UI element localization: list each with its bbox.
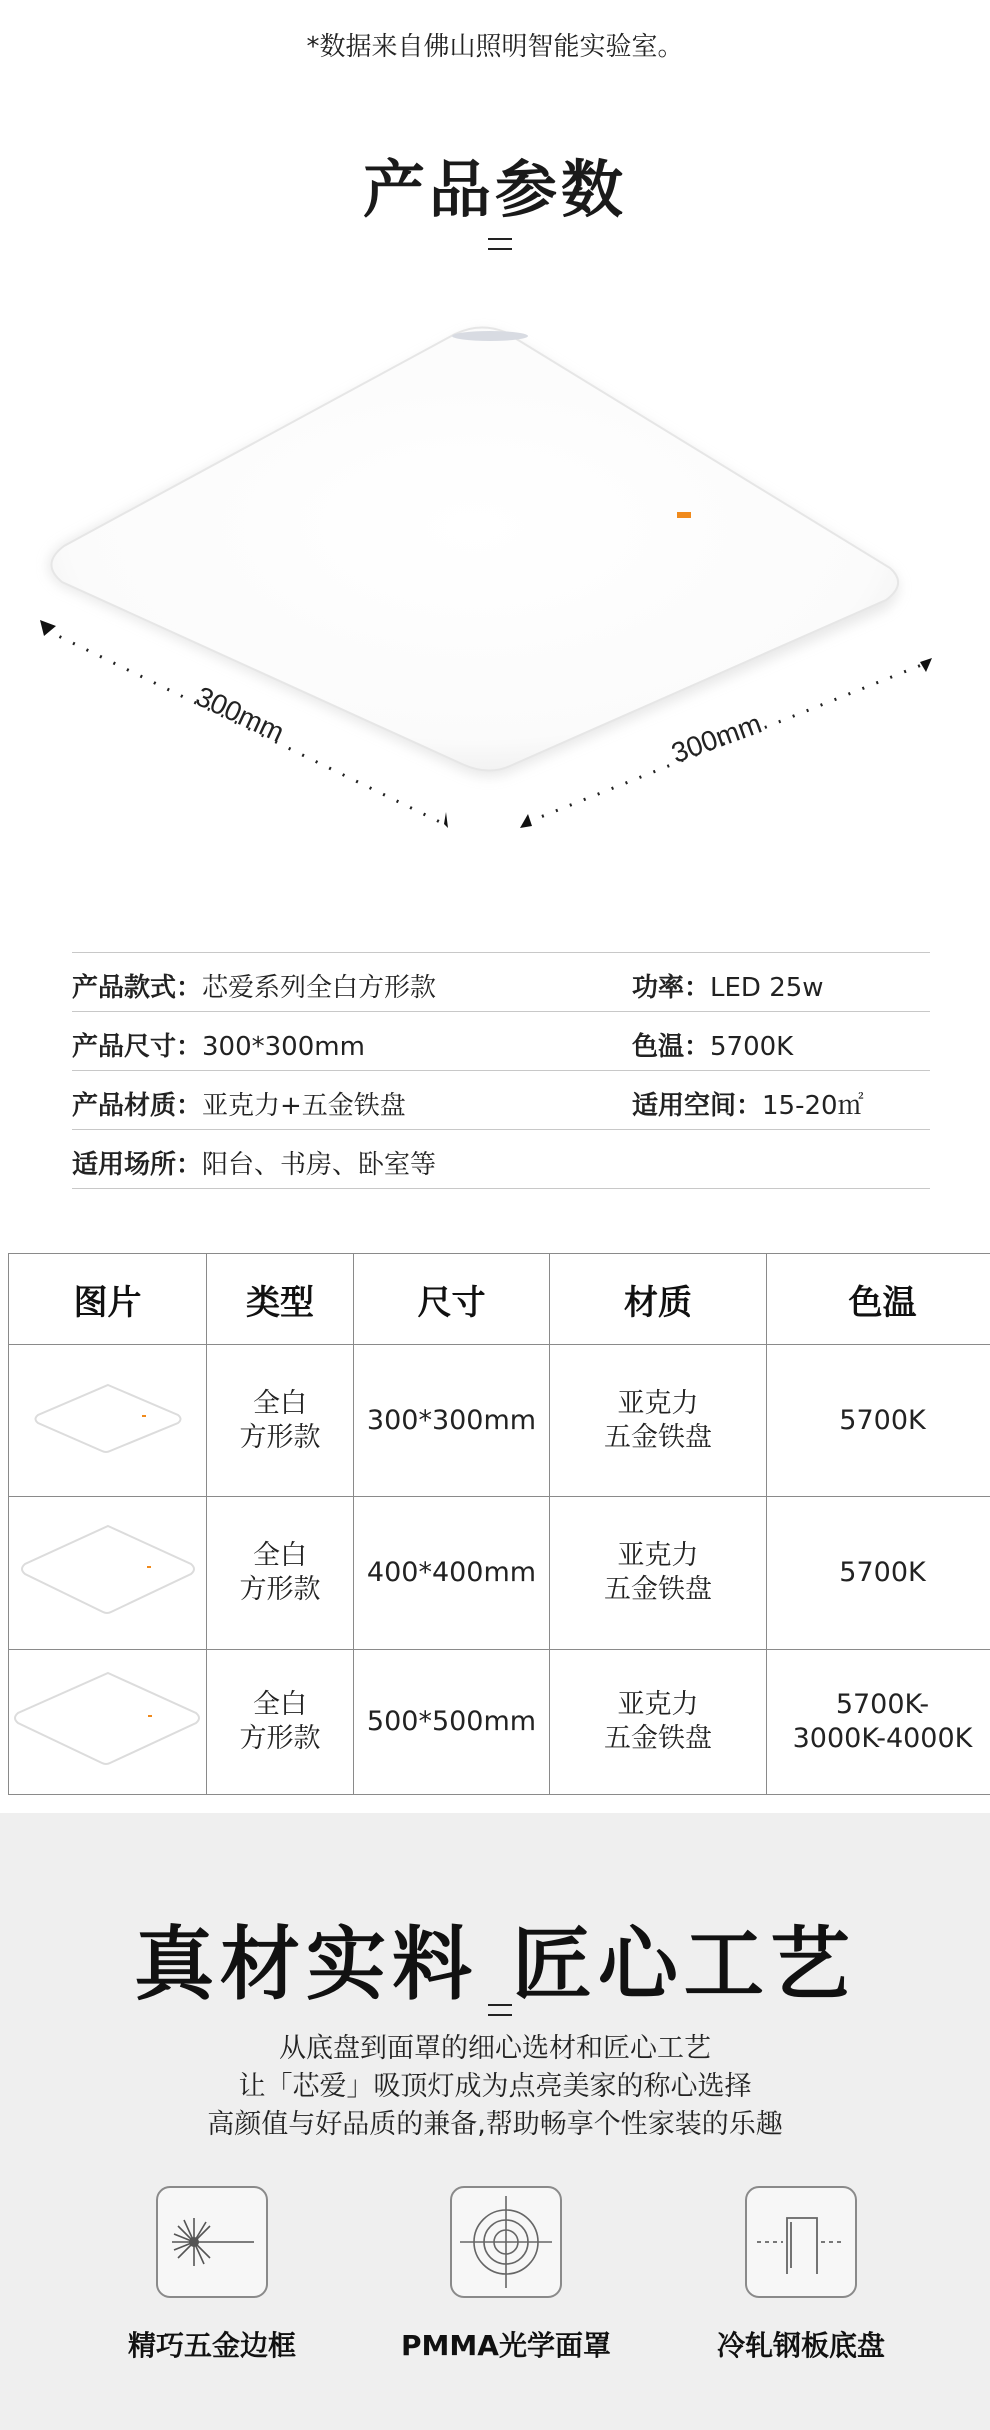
table-header: 材质 <box>550 1254 767 1345</box>
param-value: 芯爱系列全白方形款 <box>202 973 437 1003</box>
equals-divider <box>488 238 512 250</box>
feature-label: 精巧五金边框 <box>127 2329 296 2362</box>
type-line: 方形款 <box>239 1574 321 1605</box>
param-value: 阳台、书房、卧室等 <box>202 1150 437 1180</box>
cct-line: 5700K <box>839 1404 926 1436</box>
size-cell: 300*300mm <box>354 1345 550 1497</box>
dimension-label-left: 300mm <box>191 680 289 748</box>
table-header: 尺寸 <box>354 1254 550 1345</box>
param-row <box>72 1070 930 1129</box>
params-title: 产品参数 <box>362 153 627 226</box>
param-key: 产品尺寸： <box>72 1032 203 1062</box>
product-thumbnail <box>9 1497 207 1650</box>
size-cell: 500*500mm <box>354 1650 550 1795</box>
feature-label: PMMA光学面罩 <box>401 2329 611 2362</box>
spec-table <box>8 1253 990 1795</box>
type-line: 方形款 <box>239 1723 321 1754</box>
param-row <box>72 1129 930 1189</box>
cct-line: 5700K- <box>835 1689 930 1720</box>
material-line: 五金铁盘 <box>604 1421 712 1453</box>
craft-title: 真材实料 匠心工艺 <box>134 1918 856 2011</box>
param-row <box>72 1011 930 1070</box>
type-line: 全白 <box>253 1689 307 1720</box>
material-line: 亚克力 <box>617 1689 699 1720</box>
param-key: 适用场所： <box>72 1150 203 1180</box>
table-row <box>9 1650 990 1795</box>
table-row <box>9 1345 990 1497</box>
cct-line: 3000K-4000K <box>792 1723 973 1754</box>
param-value: 300*300mm <box>202 1032 365 1062</box>
param-value: 5700K <box>710 1032 794 1062</box>
param-key: 产品款式： <box>72 973 203 1003</box>
feature-item <box>381 2186 631 2364</box>
material-line: 亚克力 <box>617 1387 699 1419</box>
type-line: 方形款 <box>239 1421 321 1453</box>
cct-line: 5700K <box>839 1557 926 1588</box>
param-row <box>72 952 930 1011</box>
target-circle-icon <box>450 2186 562 2298</box>
intro-line: 让「芯爱」吸顶灯成为点亮美家的称心选择 <box>238 2071 752 2102</box>
table-header: 类型 <box>207 1254 354 1345</box>
product-illustration <box>0 300 990 860</box>
craft-intro <box>0 2030 990 2144</box>
dimension-label-right: 300mm <box>667 707 766 769</box>
param-value: 15-20㎡ <box>762 1091 864 1121</box>
table-header: 色温 <box>767 1254 990 1345</box>
laser-burst-icon <box>156 2186 268 2298</box>
material-line: 亚克力 <box>617 1540 699 1571</box>
steel-frame-icon <box>745 2186 857 2298</box>
material-line: 五金铁盘 <box>604 1723 712 1754</box>
param-key: 色温： <box>632 1032 711 1062</box>
params-list <box>72 952 930 1189</box>
product-thumbnail <box>9 1345 207 1497</box>
intro-line: 从底盘到面罩的细心选材和匠心工艺 <box>279 2033 711 2064</box>
param-key: 适用空间： <box>632 1091 763 1121</box>
type-line: 全白 <box>253 1540 307 1571</box>
param-value: LED 25w <box>710 973 824 1003</box>
type-line: 全白 <box>253 1387 307 1419</box>
param-key: 产品材质： <box>72 1091 203 1121</box>
feature-item <box>87 2186 337 2364</box>
feature-item <box>676 2186 926 2364</box>
logo-mark <box>677 512 691 518</box>
material-line: 五金铁盘 <box>604 1574 712 1605</box>
source-note: *数据来自佛山照明智能实验室。 <box>306 32 684 62</box>
equals-divider <box>488 2004 512 2016</box>
table-row <box>9 1497 990 1650</box>
param-key: 功率： <box>632 973 711 1003</box>
size-cell: 400*400mm <box>354 1497 550 1650</box>
table-header: 图片 <box>9 1254 207 1345</box>
table-header-row <box>9 1254 990 1345</box>
feature-label: 冷轧钢板底盘 <box>716 2329 885 2362</box>
param-value: 亚克力+五金铁盘 <box>202 1091 406 1121</box>
intro-line: 高颜值与好品质的兼备,帮助畅享个性家装的乐趣 <box>207 2109 783 2140</box>
product-thumbnail <box>9 1650 207 1795</box>
